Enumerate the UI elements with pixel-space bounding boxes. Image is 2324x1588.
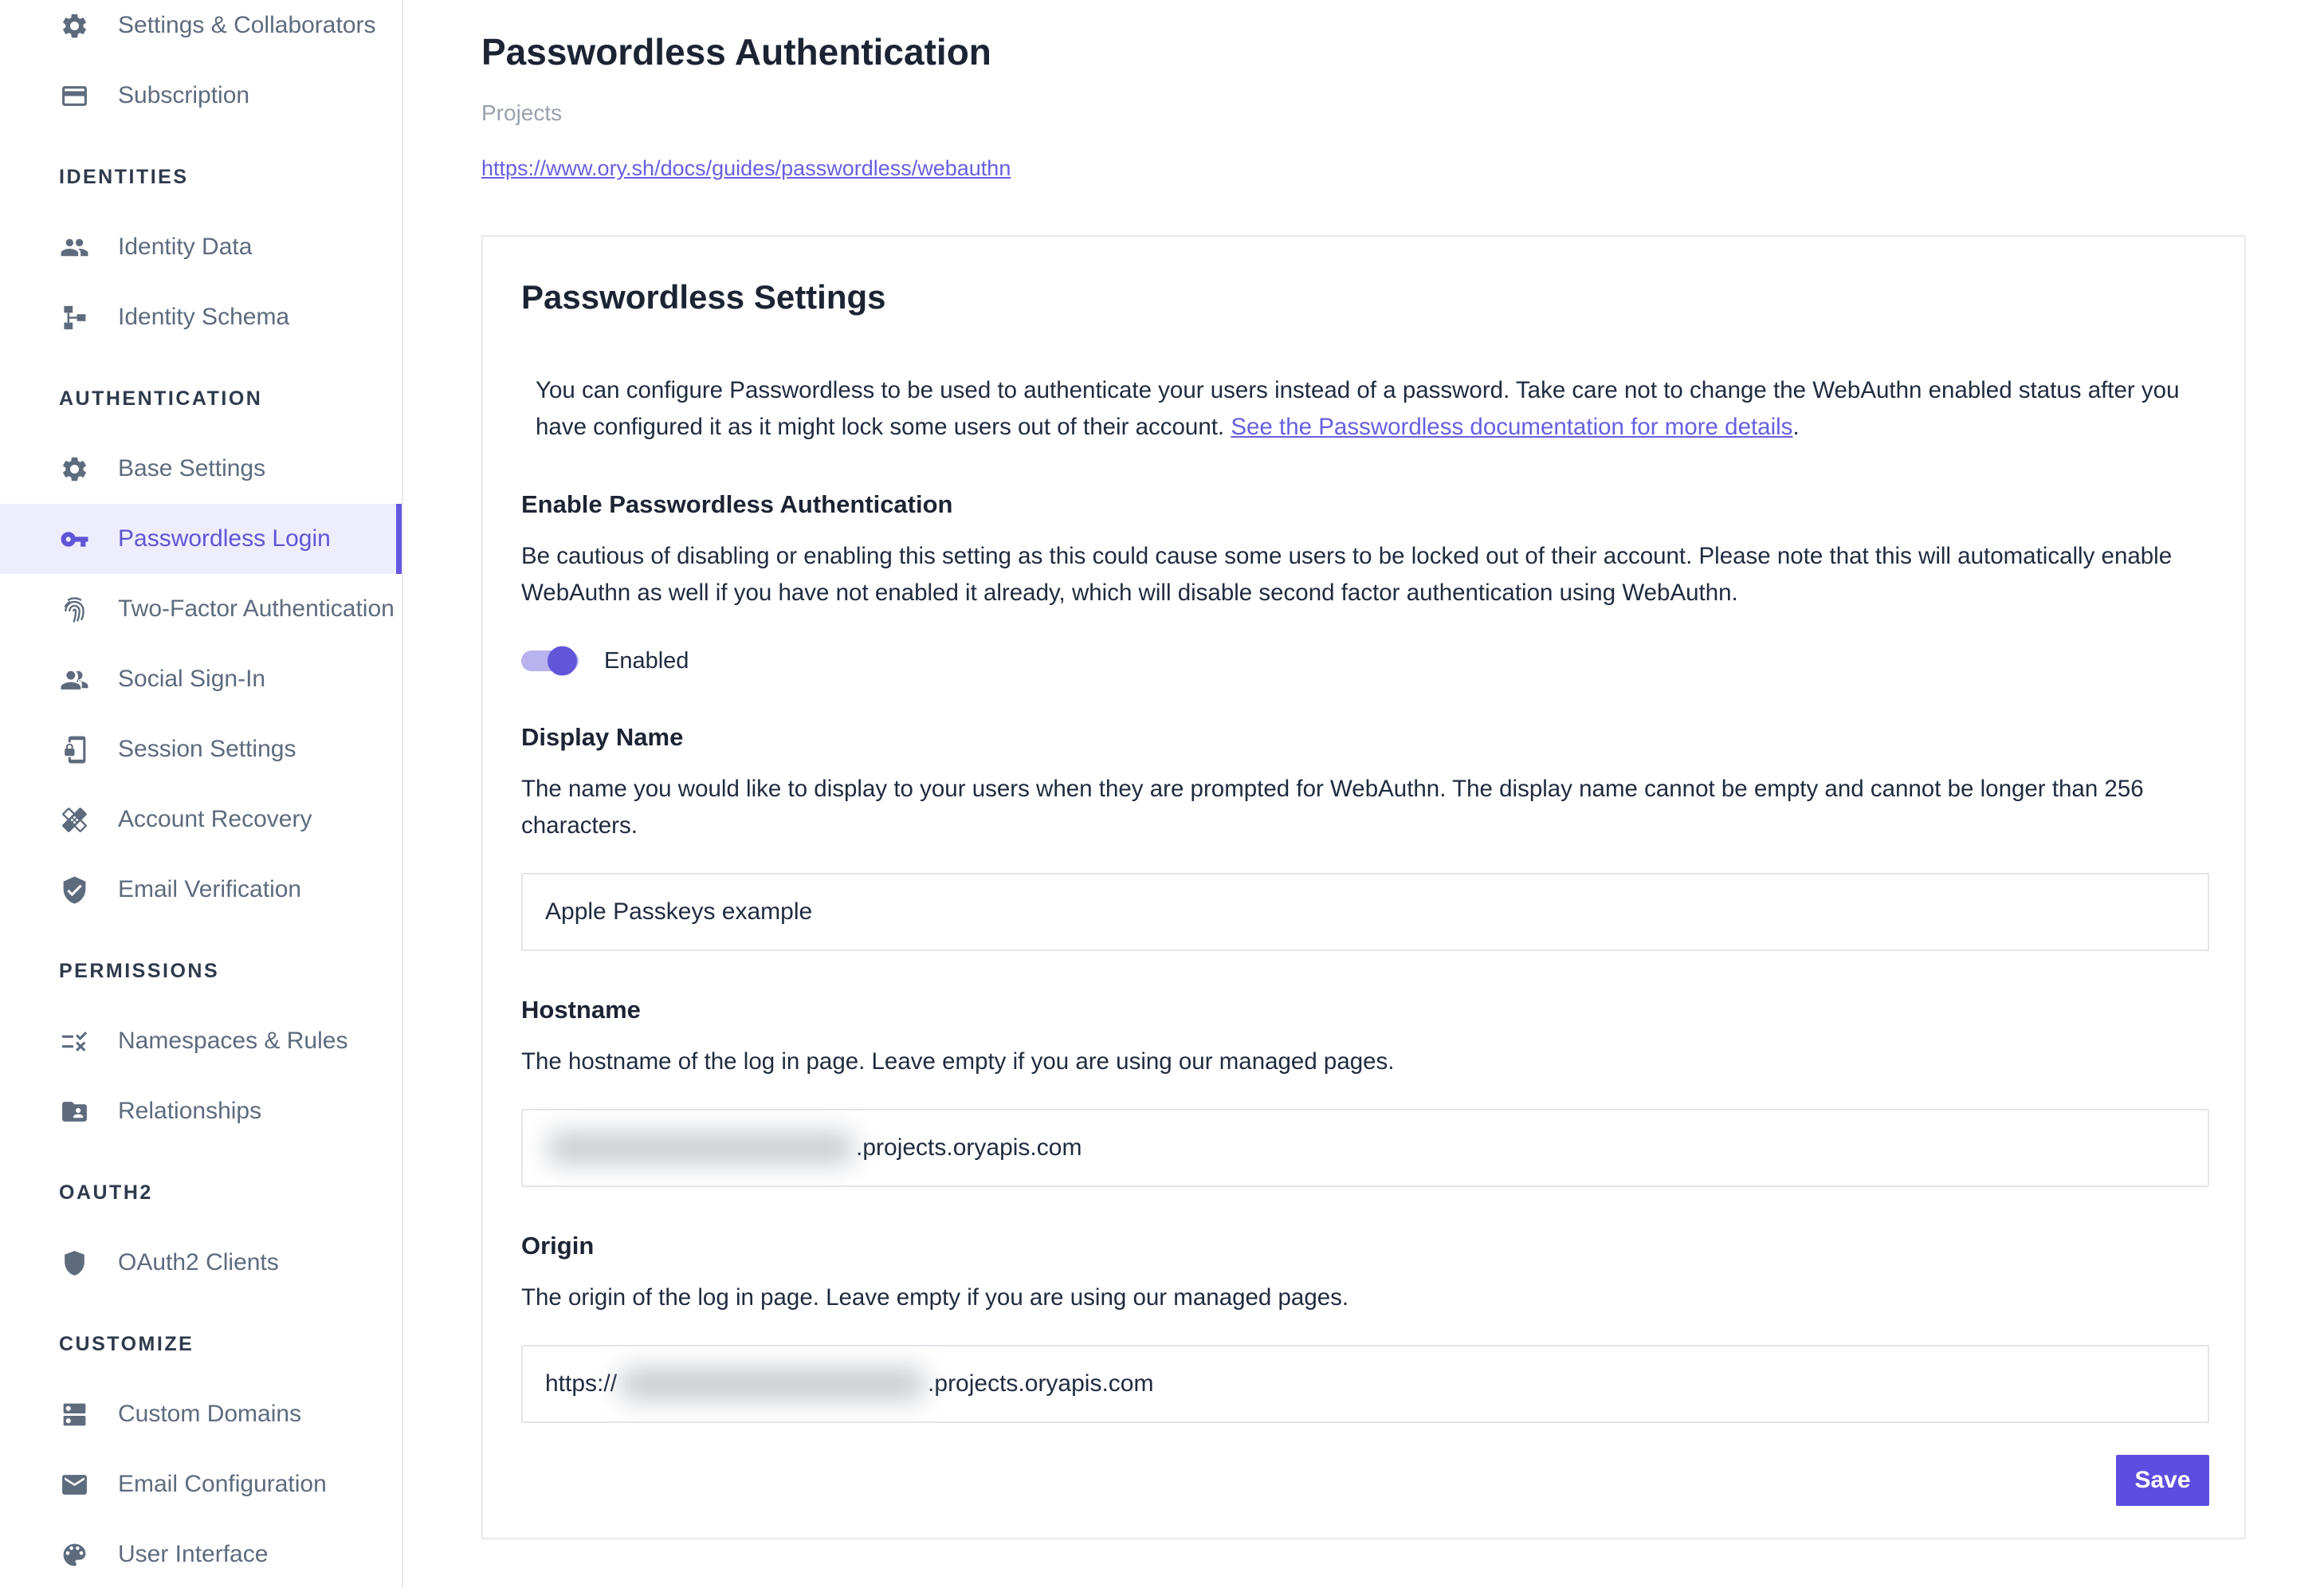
sidebar-item-namespaces-rules[interactable]: [0, 1006, 402, 1076]
sidebar: [0, 0, 403, 1588]
origin-label: Origin: [521, 1232, 595, 1260]
sidebar-item-passwordless-login[interactable]: [0, 504, 402, 574]
sidebar-item-label: Social Sign-In: [118, 666, 266, 692]
sidebar-item-label: Identity Data: [118, 234, 253, 260]
redacted-hostname-value: [548, 1132, 853, 1164]
intro-suffix: .: [1792, 414, 1800, 440]
sidebar-item-label: Custom Domains: [118, 1401, 302, 1427]
breadcrumb: Projects: [481, 100, 563, 125]
people-alt-icon: [59, 664, 89, 694]
doc-link-row: [481, 156, 2246, 181]
sidebar-nav: [0, 0, 402, 1588]
sidebar-item-account-recovery[interactable]: [0, 784, 402, 855]
server-icon: [59, 1399, 89, 1429]
sidebar-item-subscription[interactable]: [0, 61, 402, 131]
sidebar-item-label: Email Configuration: [118, 1471, 327, 1497]
sidebar-item-label: Subscription: [118, 82, 250, 108]
origin-description: The origin of the log in page. Leave empty if you are using our managed pages.: [521, 1284, 1349, 1311]
page-title: Passwordless Authentication: [481, 31, 991, 73]
save-button[interactable]: Save: [2116, 1455, 2209, 1506]
sidebar-item-label: User Interface: [118, 1541, 269, 1567]
folder-shared-icon: [59, 1096, 89, 1126]
fingerprint-icon: [59, 594, 89, 624]
display-name-label: Display Name: [521, 723, 684, 751]
hostname-suffix: .projects.oryapis.com: [856, 1134, 1082, 1161]
gear-icon: [59, 454, 89, 484]
toggle-state-label: Enabled: [604, 647, 689, 674]
enable-passwordless-label: Enable Passwordless Authentication: [521, 490, 953, 518]
sidebar-item-email-verification[interactable]: [0, 855, 402, 925]
enable-toggle-row: [521, 643, 2209, 678]
hostname-input[interactable]: [521, 1109, 2209, 1187]
sidebar-item-label: Passwordless Login: [118, 525, 331, 552]
sidebar-item-identity-data[interactable]: [0, 212, 402, 282]
gear-icon: [59, 10, 89, 41]
sidebar-section-authentication: AUTHENTICATION: [59, 387, 263, 410]
hostname-label: Hostname: [521, 996, 641, 1024]
sidebar-section-customize: CUSTOMIZE: [59, 1332, 194, 1355]
sidebar-item-label: Two-Factor Authentication: [118, 596, 395, 622]
sidebar-item-session-settings[interactable]: [0, 714, 402, 784]
toggle-knob: [548, 647, 577, 676]
sidebar-item-label: OAuth2 Clients: [118, 1249, 279, 1276]
key-icon: [59, 524, 89, 554]
origin-input[interactable]: [521, 1345, 2209, 1423]
sidebar-item-relationships[interactable]: [0, 1076, 402, 1146]
card-heading: Passwordless Settings: [521, 278, 886, 316]
shield-check-icon: [59, 875, 89, 905]
card-footer: [521, 1455, 2209, 1506]
display-name-description: The name you would like to display to your users when they are prompted for WebAuthn. The display name cannot be empty and cannot be longer than 256 characters.: [521, 776, 2144, 839]
origin-suffix: .projects.oryapis.com: [928, 1370, 1154, 1397]
intro-paragraph: [536, 372, 2197, 446]
sidebar-section-identities: IDENTITIES: [59, 165, 189, 188]
sidebar-section-permissions: PERMISSIONS: [59, 959, 220, 982]
sidebar-item-two-factor-authentication[interactable]: [0, 574, 402, 644]
sidebar-item-label: Email Verification: [118, 876, 302, 902]
enable-passwordless-description: Be cautious of disabling or enabling this setting as this could cause some users to be locked out of their account. Please note that this will automatically enable WebAuthn as well if you have not enabled it already, which will disable second factor authentication using WebAuthn.: [521, 543, 2173, 606]
shield-icon: [59, 1248, 89, 1278]
sidebar-item-custom-domains[interactable]: [0, 1379, 402, 1449]
hostname-description: The hostname of the log in page. Leave empty if you are using our managed pages.: [521, 1048, 1395, 1075]
sidebar-item-label: Relationships: [118, 1098, 262, 1124]
rule-icon: [59, 1026, 89, 1056]
intro-text: You can configure Passwordless to be used to authenticate your users instead of a password. Take care not to change the WebAuthn enabled status after you have configured it as it might lock some users out of their account.: [536, 377, 2180, 440]
origin-prefix: https://: [545, 1370, 618, 1397]
sidebar-item-social-sign-in[interactable]: [0, 644, 402, 714]
sidebar-item-label: Identity Schema: [118, 304, 290, 330]
main-content: [403, 0, 2324, 1588]
people-icon: [59, 232, 89, 262]
sidebar-item-settings-collaborators[interactable]: [0, 0, 402, 61]
sidebar-item-label: Namespaces & Rules: [118, 1028, 348, 1054]
sidebar-section-oauth2: OAUTH2: [59, 1181, 153, 1204]
sidebar-item-label: Settings & Collaborators: [118, 12, 376, 38]
sidebar-item-identity-schema[interactable]: [0, 282, 402, 352]
redacted-origin-value: [620, 1368, 924, 1400]
schema-icon: [59, 302, 89, 332]
passwordless-toggle[interactable]: [521, 651, 579, 671]
sidebar-item-email-configuration[interactable]: [0, 1449, 402, 1519]
webauthn-doc-link[interactable]: https://www.ory.sh/docs/guides/passwordless/webauthn: [481, 156, 1011, 180]
sidebar-item-oauth2-clients[interactable]: [0, 1228, 402, 1298]
passwordless-settings-card: [481, 235, 2246, 1539]
device-lock-icon: [59, 734, 89, 765]
palette-icon: [59, 1539, 89, 1570]
display-name-input[interactable]: [521, 873, 2209, 951]
healing-icon: [59, 804, 89, 835]
sidebar-item-user-interface[interactable]: [0, 1519, 402, 1588]
sidebar-item-label: Account Recovery: [118, 806, 312, 832]
envelope-icon: [59, 1469, 89, 1500]
sidebar-item-base-settings[interactable]: [0, 434, 402, 504]
credit-card-icon: [59, 81, 89, 111]
sidebar-item-label: Base Settings: [118, 455, 266, 482]
sidebar-item-label: Session Settings: [118, 736, 296, 762]
passwordless-docs-link[interactable]: See the Passwordless documentation for more details: [1231, 414, 1793, 440]
